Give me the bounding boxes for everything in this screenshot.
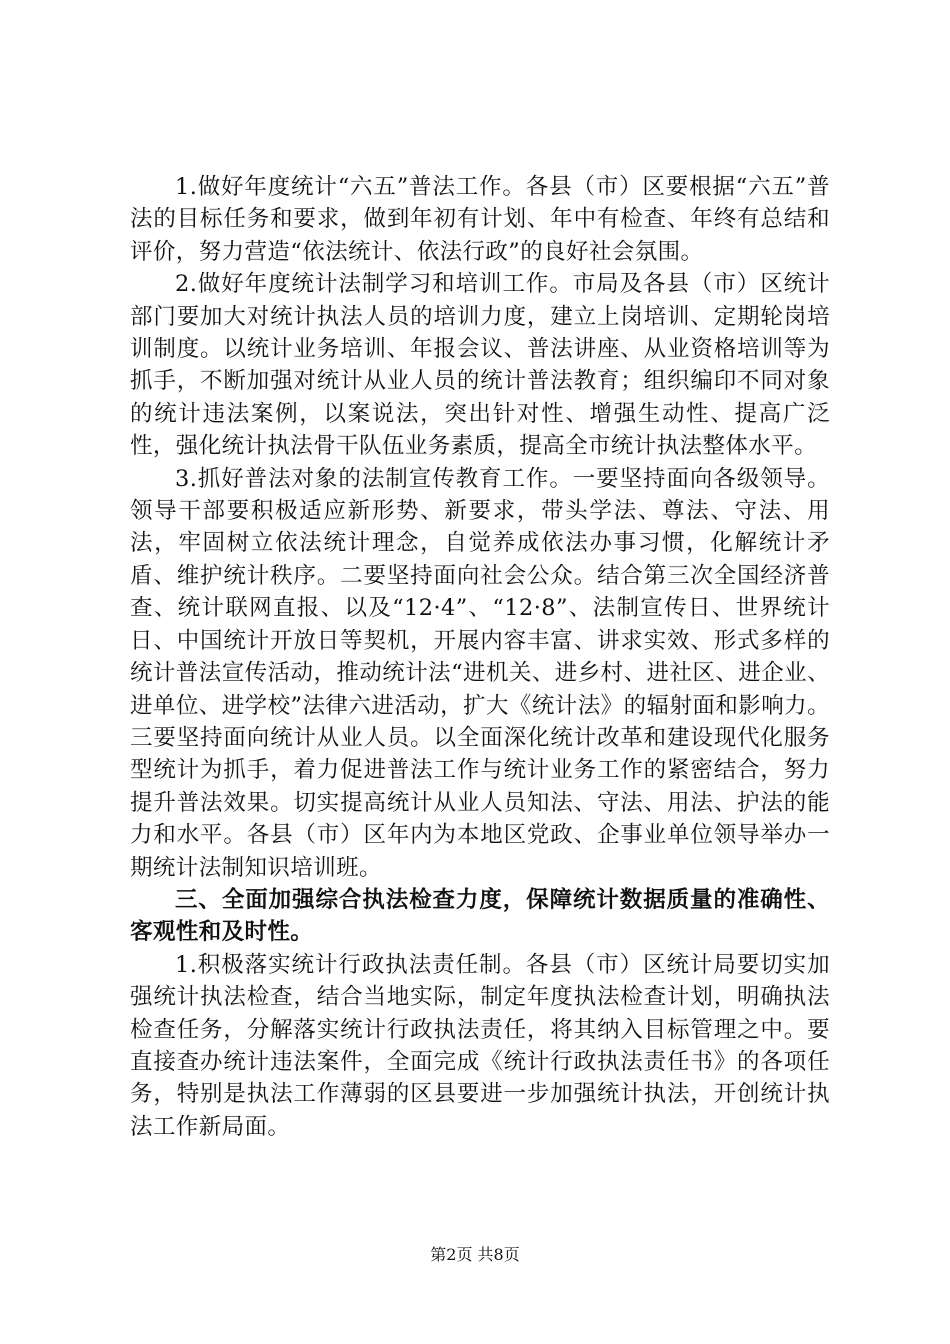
section-heading-enforcement: 三、全面加强综合执法检查力度，保障统计数据质量的准确性、客观性和及时性。 bbox=[130, 886, 830, 946]
page-number-footer: 第2页 共8页 bbox=[430, 1245, 520, 1264]
paragraph-publicity-education: 3.抓好普法对象的法制宣传教育工作。一要坚持面向各级领导。领导干部要积极适应新形势、新要求，带头学法、尊法、守法、用法，牢固树立依法统计理念，自觉养成依法办事习惯，化解统计矛盾、维护统计秩序。二要坚持面向社会公众。结合第三次全国经济普查、统计联网直报、以及“12·4”、“12·8”、法制宣传日、世界统计日、中国统计开放日等契机，开展内容丰富、讲求实效、形式多样的统计普法宣传活动，推动统计法“进机关、进乡村、进社区、进企业、进单位、进学校”法律六进活动，扩大《统计法》的辐射面和影响力。三要坚持面向统计从业人员。以全面深化统计改革和建设现代化服务型统计为抓手，着力促进普法工作与统计业务工作的紧密结合，努力提升普法效果。切实提高统计从业人员知法、守法、用法、护法的能力和水平。各县（市）区年内为本地区党政、企事业单位领导举办一期统计法制知识培训班。 bbox=[130, 465, 830, 881]
paragraph-annual-legal-education: 1.做好年度统计“六五”普法工作。各县（市）区要根据“六五”普法的目标任务和要求，做到年初有计划、年中有检查、年终有总结和评价，努力营造“依法统计、依法行政”的良好社会氛围。 bbox=[130, 174, 830, 265]
paragraph-enforcement-responsibility: 1.积极落实统计行政执法责任制。各县（市）区统计局要切实加强统计执法检查，结合当地实际，制定年度执法检查计划，明确执法检查任务，分解落实统计行政执法责任，将其纳入目标管理之中。要直接查办统计违法案件，全面完成《统计行政执法责任书》的各项任务，特别是执法工作薄弱的区县要进一步加强统计执法，开创统计执法工作新局面。 bbox=[130, 951, 830, 1140]
document-body bbox=[130, 171, 830, 1143]
paragraph-legal-training: 2.做好年度统计法制学习和培训工作。市局及各县（市）区统计部门要加大对统计执法人员的培训力度，建立上岗培训、定期轮岗培训制度。以统计业务培训、年报会议、普法讲座、从业资格培训等为抓手，不断加强对统计从业人员的统计普法教育；组织编印不同对象的统计违法案例，以案说法，突出针对性、增强生动性、提高广泛性，强化统计执法骨干队伍业务素质，提高全市统计执法整体水平。 bbox=[130, 271, 830, 460]
